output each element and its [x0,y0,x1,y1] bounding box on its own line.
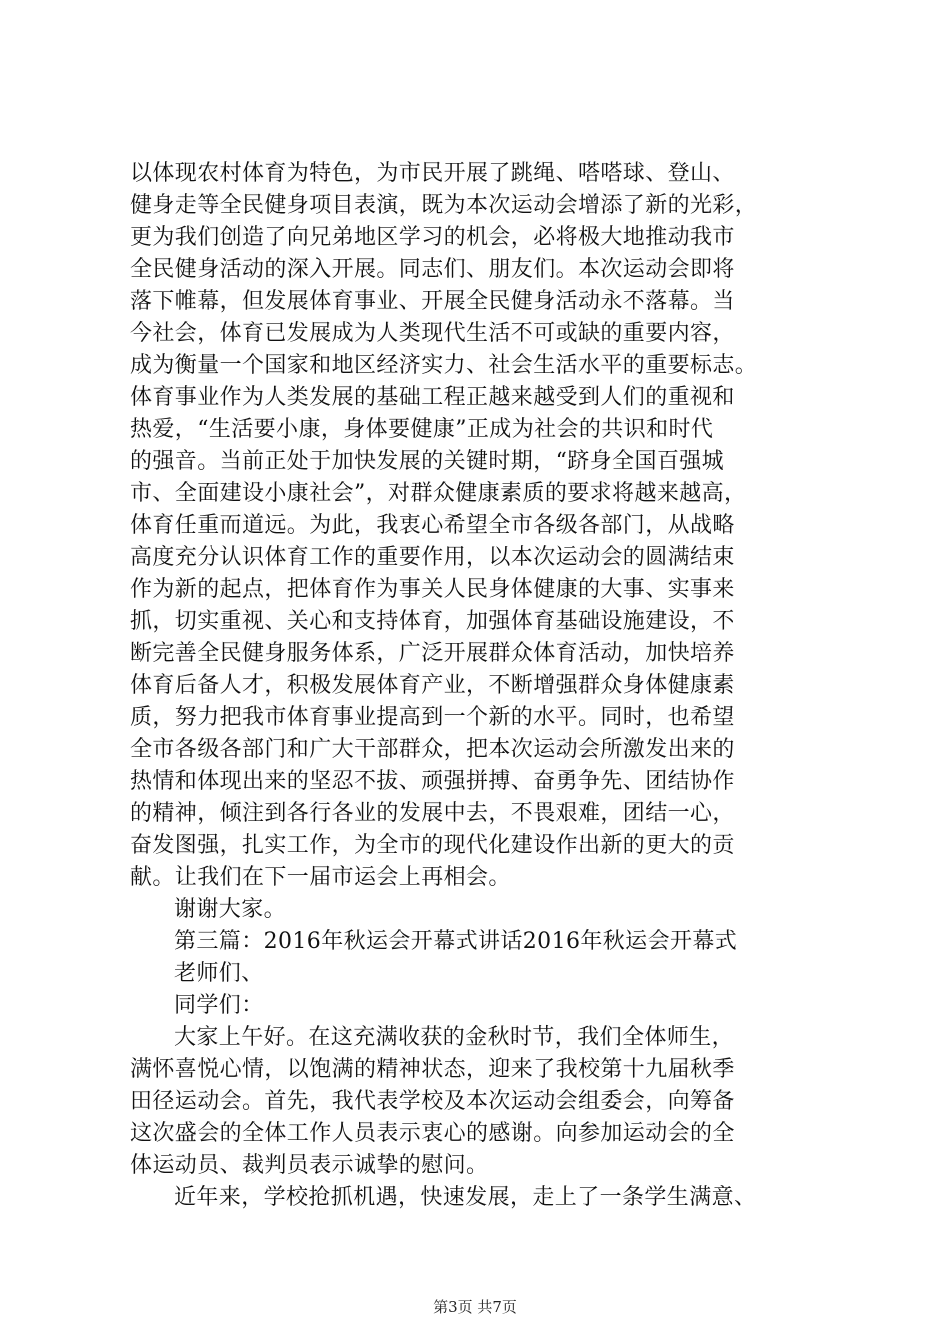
text-line: 体育后备人才，积极发展体育产业，不断增强群众身体健康素 [130,673,735,698]
text-line: 田径运动会。首先，我代表学校及本次运动会组委会，向筹备 [130,1089,735,1114]
text-line: 体育任重而道远。为此，我衷心希望全市各级各部门，从战略 [130,513,735,538]
closing-thanks: 谢谢大家。 [174,897,287,922]
text-line: 质，努力把我市体育事业提高到一个新的水平。同时，也希望 [130,705,735,730]
text-line: 全民健身活动的深入开展。同志们、朋友们。本次运动会即将 [130,257,735,282]
page-footer: 第3页 共7页 [433,1298,517,1316]
text-line: 落下帷幕，但发展体育事业、开展全民健身活动永不落幕。当 [130,289,735,314]
text-line: 的精神，倾注到各行各业的发展中去，不畏艰难，团结一心， [130,801,735,826]
text-line: 体运动员、裁判员表示诚挚的慰问。 [130,1153,489,1178]
text-line: 以体现农村体育为特色，为市民开展了跳绳、嗒嗒球、登山、 [130,161,735,186]
text-line: 体育事业作为人类发展的基础工程正越来越受到人们的重视和 [130,385,735,410]
text-line: 抓，切实重视、关心和支持体育，加强体育基础设施建设，不 [130,609,735,634]
paragraph-start: 大家上午好。在这充满收获的金秋时节，我们全体师生， [174,1025,735,1050]
text-line: 高度充分认识体育工作的重要作用，以本次运动会的圆满结束 [130,545,735,570]
text-line: 满怀喜悦心情，以饱满的精神状态，迎来了我校第十九届秋季 [130,1057,735,1082]
salutation-students: 同学们： [174,993,264,1018]
text-line: 热情和体现出来的坚忍不拔、顽强拼搏、奋勇争先、团结协作 [130,769,735,794]
text-line: 健身走等全民健身项目表演，既为本次运动会增添了新的光彩， [130,193,758,218]
text-line: 成为衡量一个国家和地区经济实力、社会生活水平的重要标志。 [130,353,758,378]
salutation-teachers: 老师们、 [174,961,264,986]
text-line: 断完善全民健身服务体系，广泛开展群众体育活动，加快培养 [130,641,735,666]
text-line: 作为新的起点，把体育作为事关人民身体健康的大事、实事来 [130,577,735,602]
document-body [130,158,850,1214]
text-line: 全市各级各部门和广大干部群众，把本次运动会所激发出来的 [130,737,735,762]
text-line: 的强音。当前正处于加快发展的关键时期，“跻身全国百强城 [130,449,725,474]
section-heading: 第三篇：2016年秋运会开幕式讲话2016年秋运会开幕式 [174,929,738,954]
text-line: 市、全面建设小康社会”，对群众健康素质的要求将越来越高， [130,481,747,506]
text-line: 热爱，“生活要小康，身体要健康”正成为社会的共识和时代 [130,417,714,442]
text-line: 今社会，体育已发展成为人类现代生活不可或缺的重要内容， [130,321,735,346]
text-line: 献。让我们在下一届市运会上再相会。 [130,865,511,890]
text-line: 奋发图强，扎实工作，为全市的现代化建设作出新的更大的贡 [130,833,735,858]
paragraph-start: 近年来，学校抢抓机遇，快速发展，走上了一条学生满意、 [174,1185,757,1210]
text-line: 更为我们创造了向兄弟地区学习的机会，必将极大地推动我市 [130,225,735,250]
text-line: 这次盛会的全体工作人员表示衷心的感谢。向参加运动会的全 [130,1121,735,1146]
